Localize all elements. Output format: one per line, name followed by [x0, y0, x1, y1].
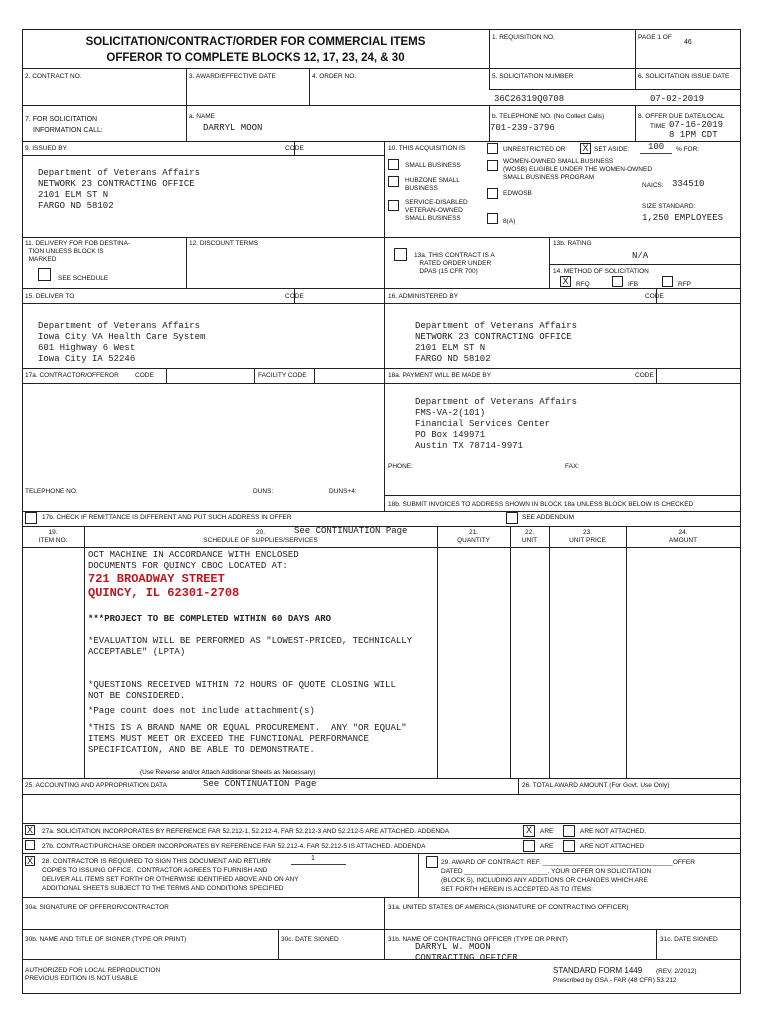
administered-by-address: Department of Veterans Affairs NETWORK 23 CONTRACTING OFFICE 2101 ELM ST N FARGO ND 58102: [415, 321, 578, 364]
rated-order-checkbox[interactable]: [394, 248, 407, 261]
form-revision: (REV. 2/2012): [656, 968, 697, 975]
solicitation-issue-date: 07-02-2019: [650, 94, 705, 104]
eight-a-label: 8(A): [503, 218, 516, 225]
hubzone-checkbox[interactable]: [388, 176, 399, 187]
payment-address: Department of Veterans Affairs FMS-VA-2(101) Financial Services Center PO Box 149971 Austin TX 78714-9971: [415, 397, 578, 451]
naics-label: NAICS:: [642, 182, 664, 189]
contractor-code-label: CODE: [135, 372, 154, 379]
accounting-label: 25. ACCOUNTING AND APPROPRIATION DATA: [25, 782, 167, 789]
telephone-label: b. TELEPHONE NO. (No Collect Calls): [492, 113, 605, 120]
see-schedule-checkbox[interactable]: [38, 268, 51, 281]
copies-value: 1: [311, 855, 315, 862]
issued-code-label: CODE: [285, 145, 304, 152]
schedule-text-page-count: *Page count does not include attachment(s): [88, 706, 315, 716]
fax-label: FAX:: [565, 463, 580, 470]
eight-a-checkbox[interactable]: [487, 213, 498, 224]
signer-name-label: 30b. NAME AND TITLE OF SIGNER (TYPE OR PRINT): [25, 936, 187, 943]
rfq-checkbox[interactable]: X: [560, 276, 571, 287]
hubzone-label: HUBZONE SMALL BUSINESS: [405, 177, 460, 192]
rated-order-label: 13a. THIS CONTRACT IS A RATED ORDER UNDER DPAS (15 CFR 700): [414, 252, 495, 275]
method-label: 14. METHOD OF SOLICITATION: [553, 268, 649, 275]
schedule-continuation: See CONTINUATION Page: [294, 526, 408, 536]
deliver-code-label: CODE: [285, 293, 304, 300]
issued-by-address: Department of Veterans Affairs NETWORK 23 CONTRACTING OFFICE 2101 ELM ST N FARGO ND 58102: [38, 168, 201, 211]
schedule-text-brand-name: *THIS IS A BRAND NAME OR EQUAL PROCUREMENT. ANY "OR EQUAL" ITEMS MUST MEET OR EXCEED THE FUNCTIONAL PERFORMANCE SPECIFICATION, AND BE ABLE TO DEMONSTRATE.: [88, 723, 407, 755]
info-call-label-2: INFORMATION CALL:: [33, 127, 103, 134]
telephone-no-label: TELEPHONE NO.: [25, 488, 78, 495]
see-schedule-label: SEE SCHEDULE: [58, 275, 109, 282]
total-award-label: 26. TOTAL AWARD AMOUNT (For Govt. Use Only): [522, 782, 670, 789]
contract-incorporates-label: 27b. CONTRACT/PURCHASE ORDER INCORPORATES BY REFERENCE FAR 52.212-4. FAR 52.212-5 IS ATTACHED. ADDENDA: [42, 843, 426, 850]
set-aside-checkbox[interactable]: X: [580, 143, 591, 154]
rating-label: 13b. RATING: [553, 240, 592, 247]
contractor-label: 17a. CONTRACTOR/OFFEROR: [25, 372, 119, 379]
standard-form-number: STANDARD FORM 1449: [553, 966, 643, 975]
usa-signature-label: 31a. UNITED STATES OF AMERICA (SIGNATURE OF CONTRACTING OFFICER): [388, 904, 629, 911]
form-title-line-2: OFFEROR TO COMPLETE BLOCKS 12, 17, 23, 24, & 30: [106, 52, 405, 64]
officer-date-signed-label: 31c. DATE SIGNED: [660, 936, 718, 943]
name-label: a. NAME: [189, 113, 216, 120]
contract-incorporates-checkbox[interactable]: [25, 840, 35, 850]
deliver-to-address: Department of Veterans Affairs Iowa City VA Health Care System 601 Highway 6 West Iowa City IA 52246: [38, 321, 206, 364]
prescribed-by: Prescribed by GSA - FAR (48 CFR) 53.212: [553, 977, 677, 984]
payment-label: 18a. PAYMENT WILL BE MADE BY: [388, 372, 492, 379]
contractor-sign-label: 28. CONTRACTOR IS REQUIRED TO SIGN THIS DOCUMENT AND RETURN: [42, 858, 271, 865]
deliver-to-label: 15. DELIVER TO: [25, 293, 75, 300]
size-standard-value: 1,250 EMPLOYEES: [642, 213, 724, 223]
telephone: 701-239-3796: [490, 123, 555, 133]
issued-by-label: 9. ISSUED BY: [25, 145, 67, 152]
submit-invoices-label: 18b. SUBMIT INVOICES TO ADDRESS SHOWN IN BLOCK 18a UNLESS BLOCK BELOW IS CHECKED: [388, 501, 694, 508]
size-standard-label: SIZE STANDARD:: [642, 203, 696, 210]
facility-code-label: FACILITY CODE: [258, 372, 307, 379]
naics-value: 334510: [672, 179, 705, 189]
page-label: PAGE 1 OF: [638, 34, 672, 41]
solicitation-issue-date-label: 6. SOLICITATION ISSUE DATE: [638, 73, 730, 80]
rfp-label: RFP: [678, 281, 691, 288]
form-title-line-1: SOLICITATION/CONTRACT/ORDER FOR COMMERCIAL ITEMS: [85, 36, 426, 48]
phone-label: PHONE:: [388, 463, 413, 470]
addenda-b-are-not-label: ARE NOT ATTACHED: [580, 843, 645, 850]
delivery-fob-label: 11. DELIVERY FOR FOB DESTINA- TION UNLESS BLOCK IS MARKED: [25, 240, 131, 263]
award-checkbox[interactable]: [426, 856, 438, 868]
schedule-text-project: ***PROJECT TO BE COMPLETED WITHIN 60 DAYS ARO: [88, 614, 332, 624]
local-reproduction-note: AUTHORIZED FOR LOCAL REPRODUCTION PREVIOUS EDITION IS NOT USABLE: [25, 967, 161, 982]
contract-no-label: 2. CONTRACT NO.: [25, 73, 82, 80]
addenda-are-label: ARE: [540, 828, 554, 835]
small-business-label: SMALL BUSINESS: [405, 162, 461, 169]
col-unit: 22. UNIT: [521, 529, 538, 544]
rfp-checkbox[interactable]: [662, 276, 673, 287]
info-call-label: 7. FOR SOLICITATION: [25, 116, 98, 123]
order-no-label: 4. ORDER NO.: [312, 73, 357, 80]
schedule-text-questions: *QUESTIONS RECEIVED WITHIN 72 HOURS OF QUOTE CLOSING WILL NOT BE CONSIDERED.: [88, 680, 396, 701]
contracting-officer-label: 31b. NAME OF CONTRACTING OFFICER (TYPE OR PRINT): [388, 936, 568, 943]
wosb-label: WOMEN-OWNED SMALL BUSINESS (WOSB) ELIGIBLE UNDER THE WOMEN-OWNED SMALL BUSINESS PROGRAM: [503, 158, 653, 181]
solicitation-number-label: 5. SOLICITATION NUMBER: [492, 73, 574, 80]
addenda-are-not-label: ARE NOT ATTACHED.: [580, 828, 647, 835]
requisition-no-label: 1. REQUISITION NO.: [492, 34, 555, 41]
col-quantity: 21. QUANTITY: [457, 529, 490, 544]
administered-by-label: 16. ADMINISTERED BY: [388, 293, 459, 300]
payment-code-label: CODE: [635, 372, 654, 379]
offer-due-date: 07-16-2019: [669, 120, 724, 130]
rating-value: N/A: [632, 251, 649, 261]
percent-for-label: % FOR:: [676, 146, 700, 153]
solicitation-incorporates-label: 27a. SOLICITATION INCORPORATES BY REFERENCE FAR 52.212-1, 52.212-4. FAR 52.212-3 AND 52.212-5 ARE ATTACHED. ADDENDA: [42, 828, 450, 835]
rfq-label: RFQ: [576, 281, 590, 288]
ifb-checkbox[interactable]: [612, 276, 623, 287]
addenda-are-checkbox[interactable]: X: [523, 825, 535, 837]
offer-due-time: 8 1PM CDT: [669, 130, 718, 140]
edwosb-label: EDWOSB: [503, 190, 532, 197]
sdvosb-checkbox[interactable]: [388, 200, 399, 211]
col-amount: 24. AMOUNT: [668, 529, 698, 544]
solicitation-number: 36C26319Q0708: [494, 94, 565, 104]
see-addendum-checkbox[interactable]: [506, 512, 518, 524]
small-business-checkbox[interactable]: [388, 159, 399, 170]
page-total: 46: [684, 39, 692, 46]
offeror-signature-label: 30a. SIGNATURE OF OFFEROR/CONTRACTOR: [25, 904, 169, 911]
contact-name: DARRYL MOON: [203, 123, 263, 133]
col-schedule: 20. SCHEDULE OF SUPPLIES/SERVICES: [203, 529, 318, 544]
contractor-sign-checkbox[interactable]: X: [26, 856, 33, 866]
unrestricted-checkbox[interactable]: [487, 143, 498, 154]
addenda-b-are-label: ARE: [540, 843, 554, 850]
award-date-label: 3. AWARD/EFFECTIVE DATE: [189, 73, 276, 80]
col-item-no: 19. ITEM NO.: [38, 529, 68, 544]
award-contract-label: 29. AWARD OF CONTRACT: REF. ____________________________________OFFER DATED _______________________. YOUR OFFER ON SOLICITATION (BLOCK 5), INCLUDING ANY ADDITIONS OR CHANGES WHICH ARE SET FORTH HEREIN IS ACCEPTED AS TO ITEMS:: [441, 859, 695, 893]
solicitation-incorporates-checkbox[interactable]: X: [26, 825, 33, 835]
reverse-note: (Use Reverse and/or Attach Additional Sheets as Necessary): [140, 769, 316, 776]
date-signed-label: 30c. DATE SIGNED: [281, 936, 339, 943]
ifb-label: IFB: [628, 281, 639, 288]
edwosb-checkbox[interactable]: [487, 188, 498, 199]
schedule-address-line-2: QUINCY, IL 62301-2708: [88, 586, 240, 600]
remittance-checkbox[interactable]: [25, 512, 37, 524]
duns-label: DUNS:: [253, 488, 274, 495]
duns4-label: DUNS+4:: [329, 488, 357, 495]
time-label: TIME: [650, 123, 666, 130]
form-title: [22, 34, 489, 66]
offer-due-label: 8. OFFER DUE DATE/LOCAL: [638, 113, 725, 120]
addenda-b-are-not-checkbox[interactable]: [563, 840, 575, 852]
remittance-label: 17b. CHECK IF REMITTANCE IS DIFFERENT AND PUT SUCH ADDRESS IN OFFER: [42, 514, 292, 521]
wosb-checkbox[interactable]: [487, 160, 498, 171]
admin-code-label: CODE: [645, 293, 664, 300]
set-aside-label: SET ASIDE:: [594, 146, 630, 153]
see-addendum-label: SEE ADDENDUM: [522, 514, 575, 521]
accounting-value: See CONTINUATION Page: [203, 779, 317, 789]
acquisition-label: 10. THIS ACQUISITION IS: [388, 145, 466, 152]
contractor-sign-rest: COPIES TO ISSUING OFFICE. CONTRACTOR AGREES TO FURNISH AND DELIVER ALL ITEMS SET FORTH OR OTHERWISE IDENTIFIED ABOVE AND ON ANY ADDITIONAL SHEETS SUBJECT TO THE TERMS AND CONDITIONS SPECIFIED: [42, 867, 299, 892]
schedule-text-evaluation: *EVALUATION WILL BE PERFORMED AS "LOWEST-PRICED, TECHNICALLY ACCEPTABLE" (LPTA): [88, 636, 413, 657]
set-aside-percent: 100: [648, 142, 665, 152]
contracting-officer-name: DARRYL W. MOON CONTRACTING OFFICER: [415, 942, 518, 963]
addenda-are-not-checkbox[interactable]: [563, 825, 575, 837]
discount-terms-label: 12. DISCOUNT TERMS: [189, 240, 259, 247]
unrestricted-label: UNRESTRICTED OR: [503, 146, 566, 153]
schedule-text-intro: OCT MACHINE IN ACCORDANCE WITH ENCLOSED DOCUMENTS FOR QUINCY CBOC LOCATED AT:: [88, 550, 299, 571]
col-unit-price: 23. UNIT PRICE: [569, 529, 606, 544]
schedule-address-line-1: 721 BROADWAY STREET: [88, 572, 225, 586]
addenda-b-are-checkbox[interactable]: [523, 840, 535, 852]
sdvosb-label: SERVICE-DISABLED VETERAN-OWNED SMALL BUSINESS: [405, 199, 468, 222]
